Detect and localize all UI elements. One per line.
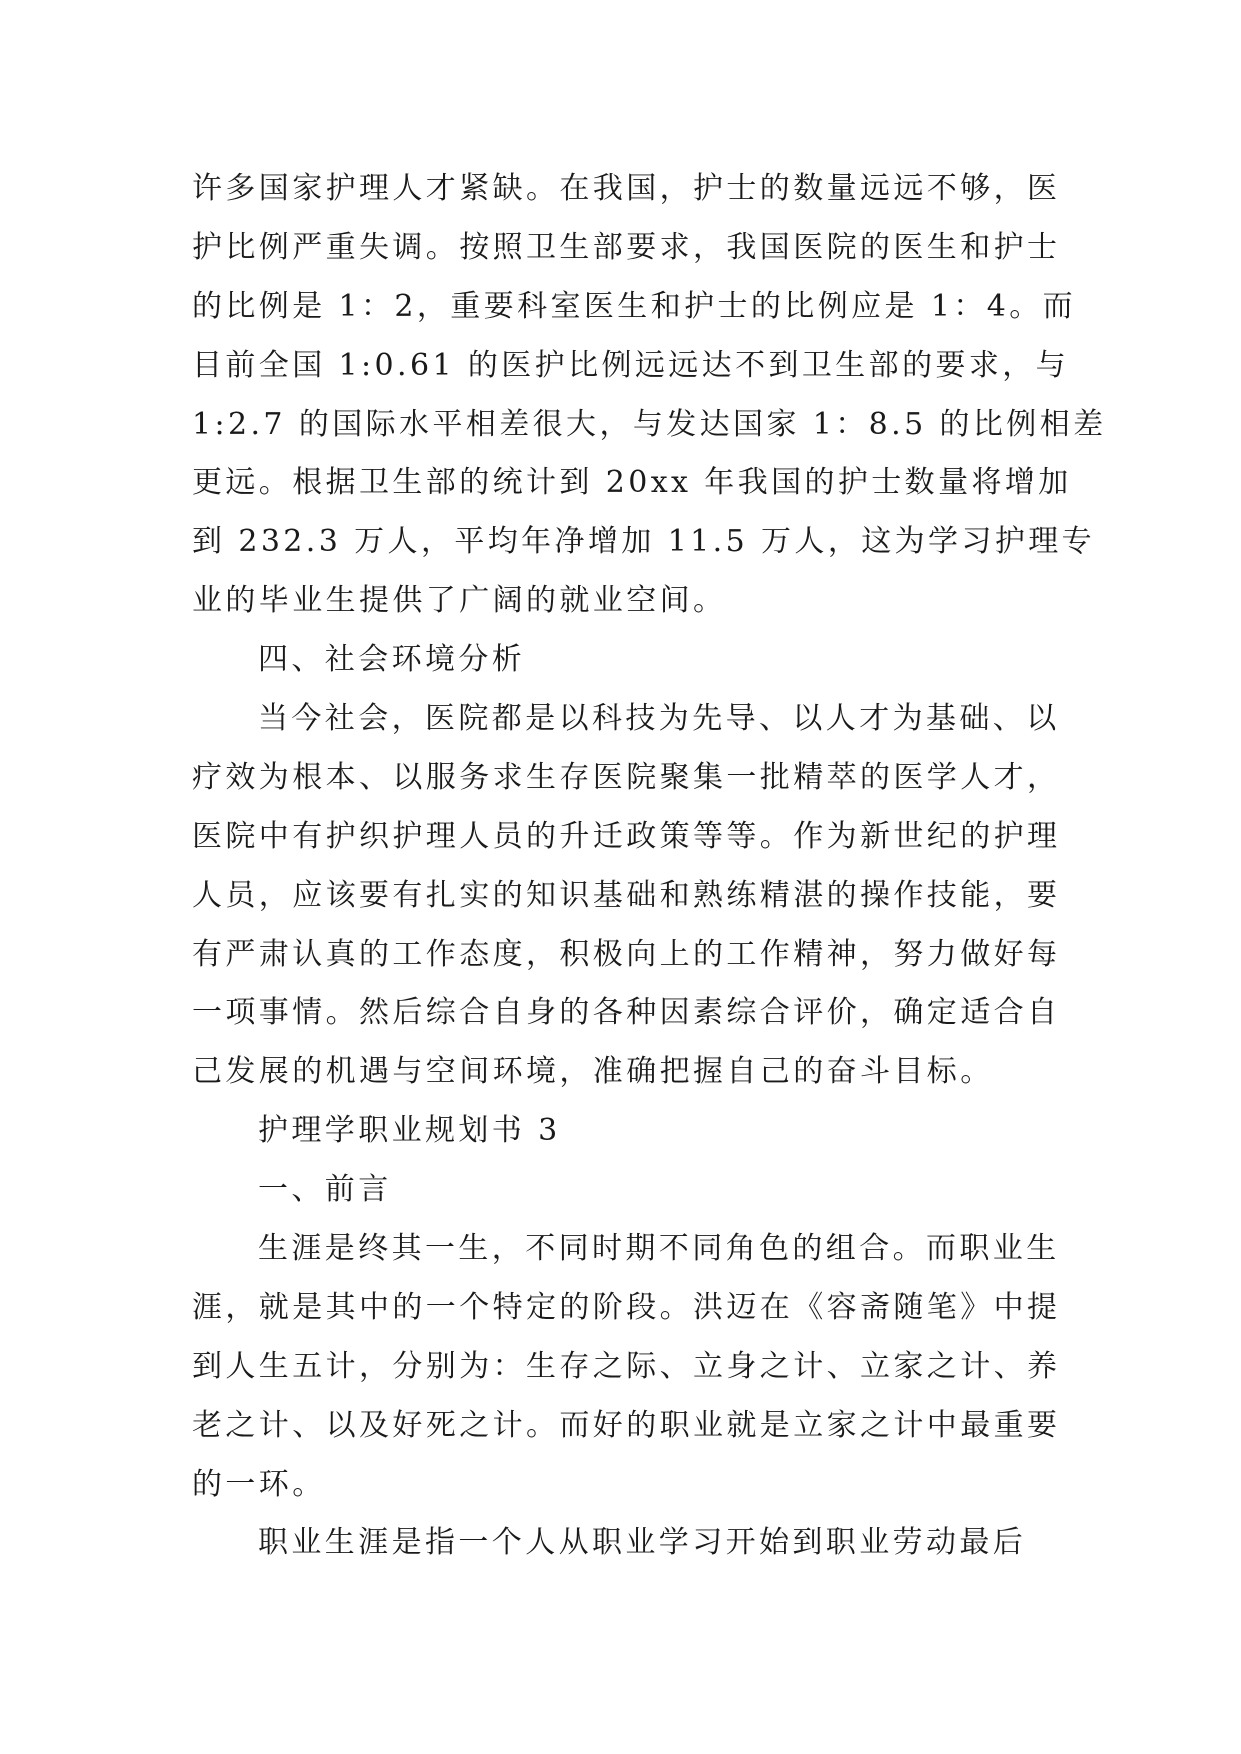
text-line: 生涯是终其一生，不同时期不同角色的组合。而职业生 xyxy=(258,1231,1060,1267)
text-line: 疗效为根本、以服务求生存医院聚集一批精萃的医学人才， xyxy=(192,759,1061,795)
text-line: 到人生五计，分别为：生存之际、立身之计、立家之计、养 xyxy=(192,1348,1061,1384)
text-line: 己发展的机遇与空间环境，准确把握自己的奋斗目标。 xyxy=(192,1054,994,1090)
text-line: 目前全国 1:0.61 的医护比例远远达不到卫生部的要求，与 xyxy=(192,347,1070,383)
text-line: 涯，就是其中的一个特定的阶段。洪迈在《容斋随笔》中提 xyxy=(192,1289,1061,1325)
text-line: 有严肃认真的工作态度，积极向上的工作精神，努力做好每 xyxy=(192,936,1061,972)
text-line: 人员，应该要有扎实的知识基础和熟练精湛的操作技能，要 xyxy=(192,877,1061,913)
section-heading: 四、社会环境分析 xyxy=(258,642,526,678)
text-line: 到 232.3 万人，平均年净增加 11.5 万人，这为学习护理专 xyxy=(192,524,1096,560)
text-line: 的比例是 1：2，重要科室医生和护士的比例应是 1：4。而 xyxy=(192,288,1077,324)
section-heading: 一、前言 xyxy=(258,1172,392,1208)
text-line: 当今社会，医院都是以科技为先导、以人才为基础、以 xyxy=(258,701,1060,737)
document-title: 护理学职业规划书 3 xyxy=(258,1113,561,1149)
text-line: 的一环。 xyxy=(192,1466,326,1502)
text-line: 更远。根据卫生部的统计到 20xx 年我国的护士数量将增加 xyxy=(192,465,1072,501)
text-line: 许多国家护理人才紧缺。在我国，护士的数量远远不够，医 xyxy=(192,171,1061,206)
text-line: 1:2.7 的国际水平相差很大，与发达国家 1：8.5 的比例相差 xyxy=(192,406,1107,442)
text-line: 业的毕业生提供了广阔的就业空间。 xyxy=(192,583,727,619)
text-line: 护比例严重失调。按照卫生部要求，我国医院的医生和护士 xyxy=(192,229,1061,265)
text-line: 老之计、以及好死之计。而好的职业就是立家之计中最重要 xyxy=(192,1407,1061,1443)
text-line: 医院中有护织护理人员的升迁政策等等。作为新世纪的护理 xyxy=(192,818,1061,854)
text-line: 一项事情。然后综合自身的各种因素综合评价，确定适合自 xyxy=(192,995,1061,1031)
text-line: 职业生涯是指一个人从职业学习开始到职业劳动最后 xyxy=(258,1525,1027,1561)
document-body xyxy=(192,160,1107,1573)
